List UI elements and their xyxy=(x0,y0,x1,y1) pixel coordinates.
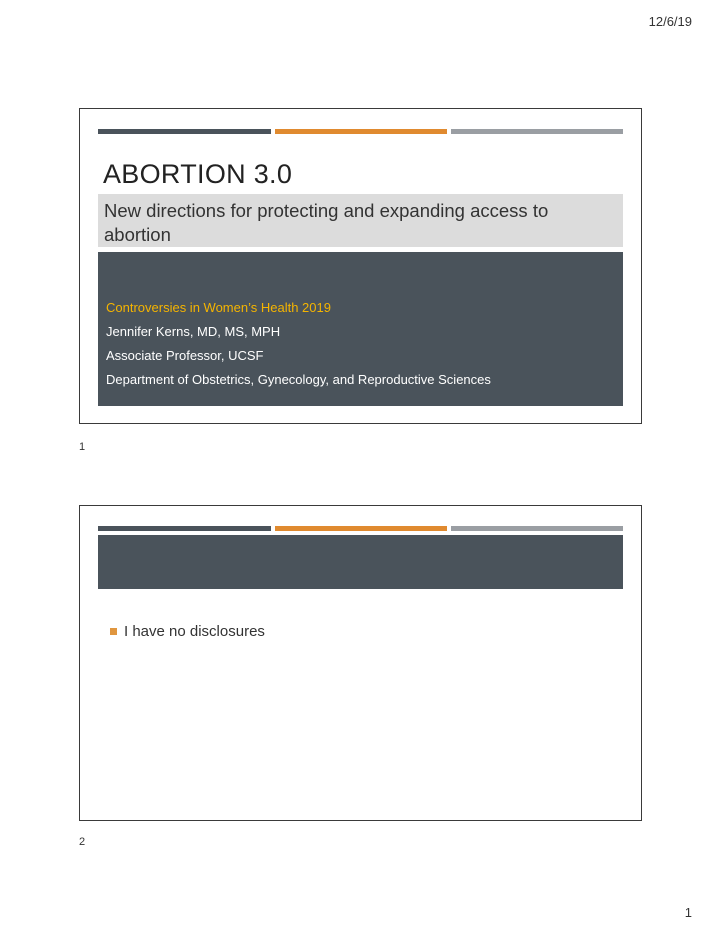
slide-header-band xyxy=(98,535,623,589)
accent-bar-dark xyxy=(98,129,271,134)
accent-bars xyxy=(98,526,623,531)
page-number: 1 xyxy=(684,905,692,920)
bullet-item xyxy=(110,623,265,640)
author-name: Jennifer Kerns, MD, MS, MPH xyxy=(106,324,281,339)
slide-number-1: 1 xyxy=(79,441,86,453)
accent-bar-gray xyxy=(451,129,623,134)
slide-1 xyxy=(79,108,642,424)
page-date: 12/6/19 xyxy=(648,14,692,29)
author-info-panel xyxy=(98,252,623,406)
accent-bars xyxy=(98,129,623,134)
slide-2 xyxy=(79,505,642,821)
slide-title: ABORTION 3.0 xyxy=(103,159,293,189)
slide-number-2: 2 xyxy=(79,836,86,848)
accent-bar-orange xyxy=(275,526,447,531)
bullet-text: I have no disclosures xyxy=(124,623,265,640)
conference-name: Controversies in Women’s Health 2019 xyxy=(106,300,331,315)
accent-bar-orange xyxy=(275,129,447,134)
bullet-square-icon xyxy=(110,628,117,635)
author-department: Department of Obstetrics, Gynecology, and Reproductive Sciences xyxy=(106,372,491,387)
slide-subtitle: New directions for protecting and expanding access to abortion xyxy=(98,194,623,247)
accent-bar-gray xyxy=(451,526,623,531)
accent-bar-dark xyxy=(98,526,271,531)
author-position: Associate Professor, UCSF xyxy=(106,348,264,363)
